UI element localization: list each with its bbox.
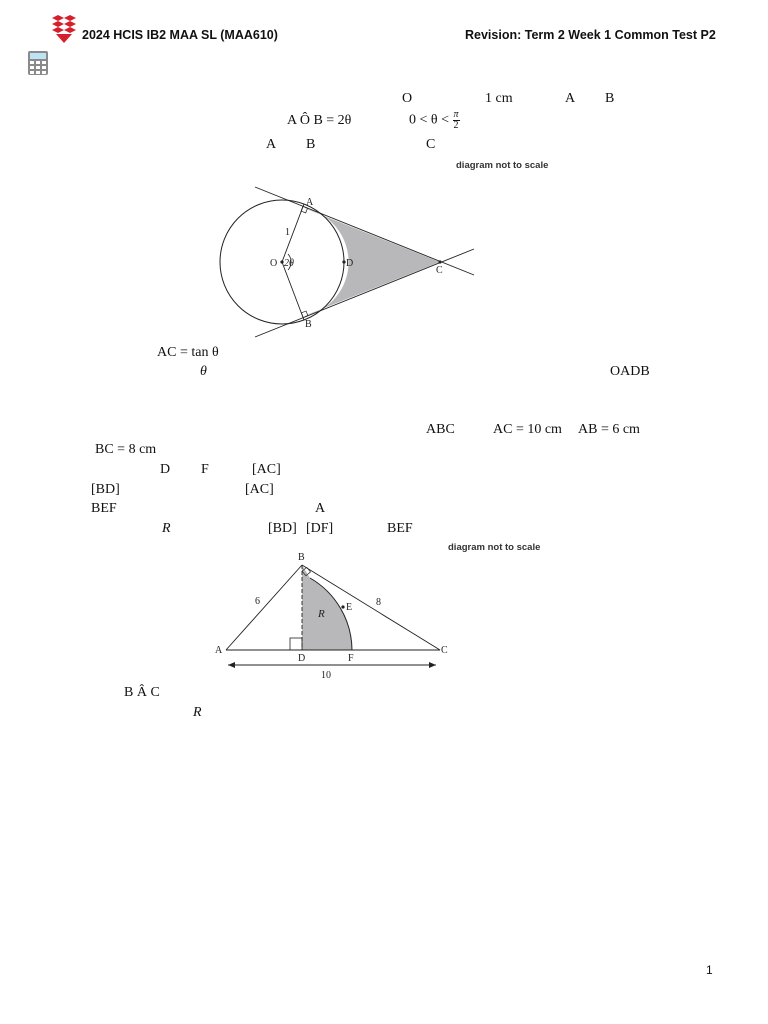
q2-label-d: D bbox=[298, 653, 306, 664]
q2-ac-length: AC = 10 cm bbox=[493, 422, 562, 437]
q2-bc-length: BC = 8 cm bbox=[95, 442, 157, 457]
q2-arrow-left bbox=[228, 662, 235, 668]
q2-label-a: A bbox=[215, 645, 223, 656]
q2-line6-bef: BEF bbox=[387, 521, 413, 536]
q2-line3-f: F bbox=[201, 462, 209, 477]
school-logo-icon bbox=[48, 14, 80, 44]
page-number: 1 bbox=[706, 963, 713, 977]
q2-label-e: E bbox=[346, 602, 353, 613]
q2-label-ab-6: 6 bbox=[255, 596, 260, 607]
q1-label-c: C bbox=[436, 265, 443, 276]
calculator-icon bbox=[27, 50, 49, 76]
header-right-title: Revision: Term 2 Week 1 Common Test P2 bbox=[465, 28, 716, 42]
q2-line6-bd: [BD] bbox=[268, 521, 297, 536]
q2-line4-ac: [AC] bbox=[245, 482, 274, 497]
q1-point-a: A bbox=[565, 91, 576, 106]
q2-right-angle-d bbox=[290, 638, 302, 650]
q1-label-d: D bbox=[346, 258, 354, 269]
q2-label-ac-10: 10 bbox=[321, 670, 331, 681]
q1-radius-ob bbox=[282, 262, 304, 320]
q2-abc: ABC bbox=[426, 422, 455, 437]
q1-label-radius: 1 bbox=[285, 227, 290, 238]
q1-label-a: A bbox=[306, 197, 314, 208]
q1-point-b: B bbox=[605, 91, 615, 106]
q1-theta: θ bbox=[200, 364, 207, 379]
q1-frac-den: 2 bbox=[453, 120, 459, 131]
q1-point-c-dot bbox=[438, 260, 441, 263]
q2-point-e-dot bbox=[341, 605, 344, 608]
header-left-title: 2024 HCIS IB2 MAA SL (MAA610) bbox=[82, 28, 278, 42]
q2-arrow-right bbox=[429, 662, 436, 668]
q2-label-f: F bbox=[348, 653, 354, 664]
q1-angle-aob: A Ô B = 2θ bbox=[287, 113, 352, 128]
q1-line3-a: A bbox=[266, 137, 277, 152]
q1-line3-b: B bbox=[306, 137, 316, 152]
q1-frac-num: π bbox=[453, 109, 459, 120]
q2-line5-bef: BEF bbox=[91, 501, 117, 516]
q2-line5-a: A bbox=[315, 501, 326, 516]
q2-side-ab bbox=[226, 565, 302, 650]
q1-point-o: O bbox=[402, 91, 413, 106]
q2-label-c: C bbox=[441, 645, 448, 656]
q1-shaded-region bbox=[304, 208, 440, 316]
q1-oadb: OADB bbox=[610, 364, 650, 379]
q2-triangle-diagram bbox=[210, 545, 460, 685]
q1-ac-tan: AC = tan θ bbox=[157, 345, 219, 360]
q2-line6-df: [DF] bbox=[306, 521, 334, 536]
q1-label-angle: 2θ bbox=[284, 258, 294, 269]
q1-theta-range bbox=[409, 110, 460, 131]
q2-angle-bac: B Â C bbox=[124, 685, 160, 700]
q1-radius: 1 cm bbox=[485, 91, 513, 106]
q1-circle-diagram bbox=[200, 180, 485, 340]
q2-diagram-note: diagram not to scale bbox=[448, 542, 541, 553]
q2-line3-ac: [AC] bbox=[252, 462, 281, 477]
q2-ab-length: AB = 6 cm bbox=[578, 422, 640, 437]
q2-line6-r: R bbox=[162, 521, 171, 536]
q1-label-b: B bbox=[305, 319, 312, 330]
q2-line4-bd: [BD] bbox=[91, 482, 120, 497]
q1-diagram-note: diagram not to scale bbox=[456, 160, 549, 171]
q1-line3-c: C bbox=[426, 137, 436, 152]
q2-line3-d: D bbox=[160, 462, 171, 477]
q2-region-r: R bbox=[193, 705, 202, 720]
q2-label-bc-8: 8 bbox=[376, 597, 381, 608]
q2-label-r: R bbox=[318, 608, 325, 620]
q2-label-b: B bbox=[298, 552, 305, 563]
q1-label-o: O bbox=[270, 258, 278, 269]
q1-theta-range-left: 0 < θ < bbox=[409, 112, 449, 128]
q1-theta-fraction bbox=[453, 110, 460, 131]
